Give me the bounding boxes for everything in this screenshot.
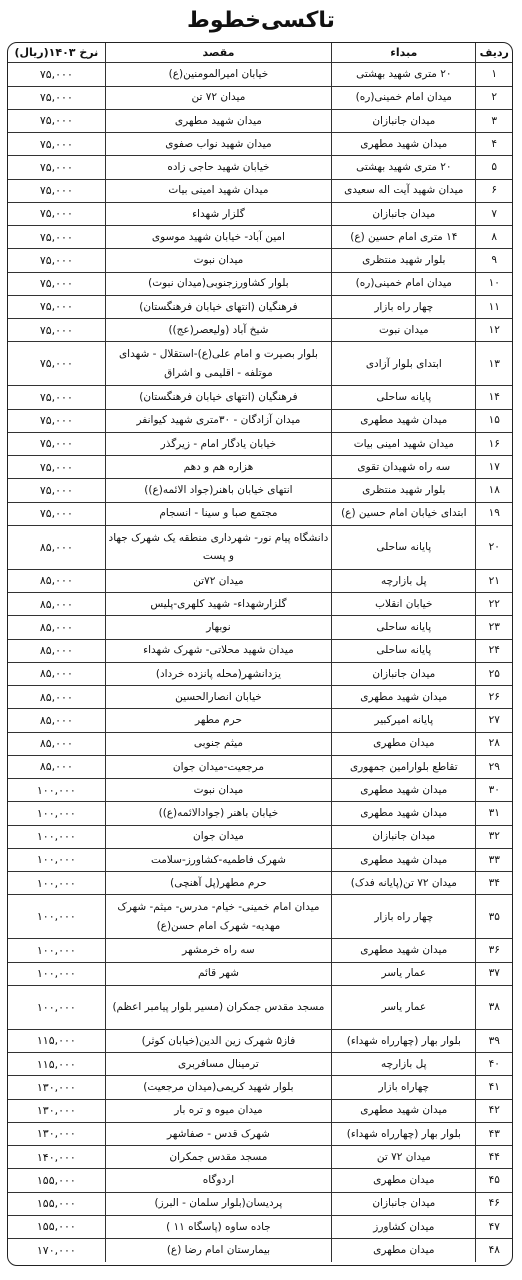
cell-origin: چهار راه بازار bbox=[332, 295, 476, 318]
cell-index: ۲۱ bbox=[476, 569, 512, 592]
table-row bbox=[8, 432, 512, 455]
cell-fare: ۷۵,۰۰۰ bbox=[8, 409, 105, 432]
cell-index: ۱۳ bbox=[476, 342, 512, 386]
cell-destination: مسجد مقدس جمکران (مسیر بلوار پیامبر اعظم) bbox=[105, 985, 331, 1029]
cell-index: ۱ bbox=[476, 63, 512, 86]
cell-origin: میدان ۷۲ تن bbox=[332, 1146, 476, 1169]
table-row bbox=[8, 1053, 512, 1076]
cell-destination: مجتمع صبا و سینا - انسجام bbox=[105, 502, 331, 525]
cell-origin: میدان ۷۲ تن(پایانه فدک) bbox=[332, 872, 476, 895]
cell-destination: میدان نبوت bbox=[105, 779, 331, 802]
table-row bbox=[8, 569, 512, 592]
cell-index: ۴۷ bbox=[476, 1215, 512, 1238]
cell-origin: میدان مطهری bbox=[332, 1169, 476, 1192]
cell-fare: ۱۳۰,۰۰۰ bbox=[8, 1122, 105, 1145]
cell-origin: پل بازارچه bbox=[332, 569, 476, 592]
cell-origin: خیابان انقلاب bbox=[332, 593, 476, 616]
table-row bbox=[8, 479, 512, 502]
header-destination: مقصد bbox=[105, 43, 331, 63]
cell-destination: سه راه خرمشهر bbox=[105, 939, 331, 962]
table-row bbox=[8, 709, 512, 732]
cell-destination: خیابان امیرالمومنین(ع) bbox=[105, 63, 331, 86]
cell-origin: میدان جانبازان bbox=[332, 202, 476, 225]
cell-index: ۲۶ bbox=[476, 686, 512, 709]
table-row bbox=[8, 593, 512, 616]
cell-destination: بلوار کشاورزجنوبی(میدان نبوت) bbox=[105, 272, 331, 295]
cell-fare: ۷۵,۰۰۰ bbox=[8, 63, 105, 86]
cell-fare: ۸۵,۰۰۰ bbox=[8, 639, 105, 662]
cell-fare: ۱۰۰,۰۰۰ bbox=[8, 848, 105, 871]
cell-origin: پایانه ساحلی bbox=[332, 616, 476, 639]
cell-origin: میدان نبوت bbox=[332, 319, 476, 342]
cell-destination: میدان جوان bbox=[105, 825, 331, 848]
cell-fare: ۸۵,۰۰۰ bbox=[8, 755, 105, 778]
cell-fare: ۱۵۵,۰۰۰ bbox=[8, 1192, 105, 1215]
cell-fare: ۷۵,۰۰۰ bbox=[8, 319, 105, 342]
table-row bbox=[8, 686, 512, 709]
table-row bbox=[8, 249, 512, 272]
cell-fare: ۷۵,۰۰۰ bbox=[8, 109, 105, 132]
table-row bbox=[8, 109, 512, 132]
cell-fare: ۱۰۰,۰۰۰ bbox=[8, 825, 105, 848]
cell-index: ۲۸ bbox=[476, 732, 512, 755]
table-row bbox=[8, 319, 512, 342]
cell-index: ۱۰ bbox=[476, 272, 512, 295]
table-row bbox=[8, 272, 512, 295]
cell-origin: پل بازارچه bbox=[332, 1053, 476, 1076]
cell-fare: ۷۵,۰۰۰ bbox=[8, 156, 105, 179]
cell-origin: میدان امام خمینی(ره) bbox=[332, 272, 476, 295]
cell-index: ۱۸ bbox=[476, 479, 512, 502]
cell-origin: میدان شهید آیت اله سعیدی bbox=[332, 179, 476, 202]
table-row bbox=[8, 732, 512, 755]
cell-fare: ۷۵,۰۰۰ bbox=[8, 249, 105, 272]
cell-origin: بلوار شهید منتظری bbox=[332, 479, 476, 502]
table-row bbox=[8, 179, 512, 202]
table-row bbox=[8, 1076, 512, 1099]
cell-fare: ۸۵,۰۰۰ bbox=[8, 616, 105, 639]
cell-origin: میدان شهید مطهری bbox=[332, 939, 476, 962]
cell-index: ۱۲ bbox=[476, 319, 512, 342]
cell-destination: حرم مطهر bbox=[105, 709, 331, 732]
cell-fare: ۷۵,۰۰۰ bbox=[8, 432, 105, 455]
cell-fare: ۷۵,۰۰۰ bbox=[8, 272, 105, 295]
cell-fare: ۷۵,۰۰۰ bbox=[8, 386, 105, 409]
cell-destination: فرهنگیان (انتهای خیابان فرهنگستان) bbox=[105, 386, 331, 409]
table-row bbox=[8, 1146, 512, 1169]
cell-fare: ۸۵,۰۰۰ bbox=[8, 569, 105, 592]
table-row bbox=[8, 409, 512, 432]
cell-fare: ۷۵,۰۰۰ bbox=[8, 456, 105, 479]
cell-index: ۹ bbox=[476, 249, 512, 272]
cell-fare: ۷۵,۰۰۰ bbox=[8, 86, 105, 109]
table-row bbox=[8, 985, 512, 1029]
cell-origin: ۱۴ متری امام حسین (ع) bbox=[332, 226, 476, 249]
cell-fare: ۱۵۵,۰۰۰ bbox=[8, 1215, 105, 1238]
table-row bbox=[8, 895, 512, 939]
cell-destination: شهر قائم bbox=[105, 962, 331, 985]
cell-origin: میدان جانبازان bbox=[332, 1192, 476, 1215]
cell-fare: ۱۱۵,۰۰۰ bbox=[8, 1029, 105, 1052]
cell-destination: هزاره هم و دهم bbox=[105, 456, 331, 479]
table-row bbox=[8, 295, 512, 318]
cell-origin: میدان شهید مطهری bbox=[332, 409, 476, 432]
cell-fare: ۱۱۵,۰۰۰ bbox=[8, 1053, 105, 1076]
cell-destination: میدان شهید مطهری bbox=[105, 109, 331, 132]
cell-fare: ۷۵,۰۰۰ bbox=[8, 295, 105, 318]
cell-destination: پردیسان(بلوار سلمان - البرز) bbox=[105, 1192, 331, 1215]
table-row bbox=[8, 1029, 512, 1052]
table-row bbox=[8, 63, 512, 86]
cell-destination: خیابان یادگار امام - زیرگذر bbox=[105, 432, 331, 455]
cell-destination: یزدانشهر(محله پانزده خرداد) bbox=[105, 662, 331, 685]
cell-fare: ۱۳۰,۰۰۰ bbox=[8, 1076, 105, 1099]
table-row bbox=[8, 456, 512, 479]
cell-index: ۴۴ bbox=[476, 1146, 512, 1169]
cell-index: ۳۸ bbox=[476, 985, 512, 1029]
cell-index: ۷ bbox=[476, 202, 512, 225]
table-row bbox=[8, 779, 512, 802]
table-row bbox=[8, 1192, 512, 1215]
cell-origin: عمار یاسر bbox=[332, 985, 476, 1029]
cell-origin: میدان شهید مطهری bbox=[332, 1099, 476, 1122]
cell-destination: ترمینال مسافربری bbox=[105, 1053, 331, 1076]
table-row bbox=[8, 202, 512, 225]
cell-index: ۱۹ bbox=[476, 502, 512, 525]
cell-origin: ابتدای خیابان امام حسین (ع) bbox=[332, 502, 476, 525]
cell-fare: ۱۵۵,۰۰۰ bbox=[8, 1169, 105, 1192]
cell-destination: خیابان باهنر (جوادالائمه(ع)) bbox=[105, 802, 331, 825]
cell-origin: میدان شهید مطهری bbox=[332, 802, 476, 825]
cell-destination: فرهنگیان (انتهای خیابان فرهنگستان) bbox=[105, 295, 331, 318]
cell-origin: میدان جانبازان bbox=[332, 825, 476, 848]
cell-fare: ۸۵,۰۰۰ bbox=[8, 593, 105, 616]
cell-index: ۲۴ bbox=[476, 639, 512, 662]
header-fare: نرخ ۱۴۰۳(ریال) bbox=[8, 43, 105, 63]
cell-index: ۳۰ bbox=[476, 779, 512, 802]
cell-origin: میدان مطهری bbox=[332, 1239, 476, 1262]
table-row bbox=[8, 1099, 512, 1122]
cell-destination: خیابان انصارالحسین bbox=[105, 686, 331, 709]
table-row bbox=[8, 639, 512, 662]
cell-index: ۳۱ bbox=[476, 802, 512, 825]
cell-fare: ۱۷۰,۰۰۰ bbox=[8, 1239, 105, 1262]
cell-fare: ۱۰۰,۰۰۰ bbox=[8, 962, 105, 985]
cell-index: ۴۰ bbox=[476, 1053, 512, 1076]
cell-origin: پایانه ساحلی bbox=[332, 386, 476, 409]
cell-fare: ۱۰۰,۰۰۰ bbox=[8, 939, 105, 962]
cell-origin: میدان شهید مطهری bbox=[332, 133, 476, 156]
cell-origin: چهار راه بازار bbox=[332, 895, 476, 939]
table-row bbox=[8, 825, 512, 848]
cell-index: ۱۷ bbox=[476, 456, 512, 479]
cell-destination: شهرک فاطمیه-کشاورز-سلامت bbox=[105, 848, 331, 871]
cell-fare: ۱۴۰,۰۰۰ bbox=[8, 1146, 105, 1169]
cell-destination: بلوار بصیرت و امام علی(ع)-استقلال - شهدای موتلفه - اقلیمی و اشراق bbox=[105, 342, 331, 386]
cell-index: ۳۵ bbox=[476, 895, 512, 939]
cell-destination: میدان شهید امینی بیات bbox=[105, 179, 331, 202]
cell-destination: امین آباد- خیابان شهید موسوی bbox=[105, 226, 331, 249]
cell-destination: میثم جنوبی bbox=[105, 732, 331, 755]
table-row bbox=[8, 1239, 512, 1262]
cell-index: ۲۹ bbox=[476, 755, 512, 778]
cell-index: ۳۳ bbox=[476, 848, 512, 871]
cell-fare: ۸۵,۰۰۰ bbox=[8, 732, 105, 755]
table-row bbox=[8, 1215, 512, 1238]
cell-origin: میدان جانبازان bbox=[332, 109, 476, 132]
table-row bbox=[8, 386, 512, 409]
table-row bbox=[8, 525, 512, 569]
cell-origin: پایانه ساحلی bbox=[332, 639, 476, 662]
cell-destination: فاز۵ شهرک زین الدین(خیابان کوثر) bbox=[105, 1029, 331, 1052]
cell-index: ۲۰ bbox=[476, 525, 512, 569]
table-row bbox=[8, 1122, 512, 1145]
cell-fare: ۸۵,۰۰۰ bbox=[8, 662, 105, 685]
cell-fare: ۷۵,۰۰۰ bbox=[8, 202, 105, 225]
cell-index: ۴۵ bbox=[476, 1169, 512, 1192]
cell-origin: پایانه امیرکبیر bbox=[332, 709, 476, 732]
cell-fare: ۷۵,۰۰۰ bbox=[8, 226, 105, 249]
cell-origin: ۲۰ متری شهید بهشتی bbox=[332, 156, 476, 179]
table-row bbox=[8, 342, 512, 386]
cell-index: ۴۸ bbox=[476, 1239, 512, 1262]
cell-destination: شیخ آباد (ولیعصر(عج)) bbox=[105, 319, 331, 342]
header-index: ردیف bbox=[476, 43, 512, 63]
cell-index: ۴۶ bbox=[476, 1192, 512, 1215]
cell-index: ۳۶ bbox=[476, 939, 512, 962]
cell-index: ۳۷ bbox=[476, 962, 512, 985]
cell-index: ۲۲ bbox=[476, 593, 512, 616]
header-origin: مبداء bbox=[332, 43, 476, 63]
cell-destination: میدان ۷۲ تن bbox=[105, 86, 331, 109]
cell-index: ۸ bbox=[476, 226, 512, 249]
cell-origin: بلوار شهید منتظری bbox=[332, 249, 476, 272]
cell-destination: مرجعیت-میدان جوان bbox=[105, 755, 331, 778]
cell-origin: ۲۰ متری شهید بهشتی bbox=[332, 63, 476, 86]
cell-index: ۶ bbox=[476, 179, 512, 202]
table-row bbox=[8, 755, 512, 778]
table-row bbox=[8, 86, 512, 109]
cell-fare: ۸۵,۰۰۰ bbox=[8, 686, 105, 709]
cell-origin: میدان شهید امینی بیات bbox=[332, 432, 476, 455]
cell-destination: بلوار شهید کریمی(میدان مرجعیت) bbox=[105, 1076, 331, 1099]
cell-fare: ۸۵,۰۰۰ bbox=[8, 525, 105, 569]
cell-origin: میدان جانبازان bbox=[332, 662, 476, 685]
table-row bbox=[8, 848, 512, 871]
cell-index: ۲۷ bbox=[476, 709, 512, 732]
table-row bbox=[8, 962, 512, 985]
cell-destination: دانشگاه پیام نور- شهرداری منطقه یک شهرک جهاد و پست bbox=[105, 525, 331, 569]
table-row bbox=[8, 939, 512, 962]
header-row bbox=[8, 43, 512, 63]
cell-destination: شهرک قدس - صفاشهر bbox=[105, 1122, 331, 1145]
cell-index: ۱۶ bbox=[476, 432, 512, 455]
table-row bbox=[8, 502, 512, 525]
cell-index: ۴۳ bbox=[476, 1122, 512, 1145]
cell-fare: ۱۰۰,۰۰۰ bbox=[8, 985, 105, 1029]
table-row bbox=[8, 802, 512, 825]
cell-fare: ۷۵,۰۰۰ bbox=[8, 502, 105, 525]
cell-fare: ۷۵,۰۰۰ bbox=[8, 342, 105, 386]
table-row bbox=[8, 1169, 512, 1192]
cell-fare: ۱۰۰,۰۰۰ bbox=[8, 802, 105, 825]
cell-destination: میدان امام خمینی- خیام- مدرس- میثم- شهرک مهدیه- شهرک امام حسن(ع) bbox=[105, 895, 331, 939]
cell-destination: میدان شهید نواب صفوی bbox=[105, 133, 331, 156]
table-row bbox=[8, 156, 512, 179]
cell-index: ۳۴ bbox=[476, 872, 512, 895]
cell-origin: میدان امام خمینی(ره) bbox=[332, 86, 476, 109]
cell-destination: نوبهار bbox=[105, 616, 331, 639]
table-row bbox=[8, 133, 512, 156]
cell-destination: میدان ۷۲تن bbox=[105, 569, 331, 592]
cell-destination: میدان نبوت bbox=[105, 249, 331, 272]
cell-origin: بلوار بهار (چهارراه شهداء) bbox=[332, 1122, 476, 1145]
cell-index: ۳ bbox=[476, 109, 512, 132]
cell-index: ۲۳ bbox=[476, 616, 512, 639]
cell-index: ۵ bbox=[476, 156, 512, 179]
cell-origin: پایانه ساحلی bbox=[332, 525, 476, 569]
cell-fare: ۱۳۰,۰۰۰ bbox=[8, 1099, 105, 1122]
cell-origin: عمار یاسر bbox=[332, 962, 476, 985]
cell-origin: چهاراه بازار bbox=[332, 1076, 476, 1099]
table-row bbox=[8, 226, 512, 249]
cell-destination: گلزارشهداء- شهید کلهری-پلیس bbox=[105, 593, 331, 616]
cell-destination: بیمارستان امام رضا (ع) bbox=[105, 1239, 331, 1262]
cell-index: ۳۲ bbox=[476, 825, 512, 848]
cell-fare: ۱۰۰,۰۰۰ bbox=[8, 779, 105, 802]
cell-index: ۳۹ bbox=[476, 1029, 512, 1052]
cell-destination: جاده ساوه (پاسگاه ۱۱ ) bbox=[105, 1215, 331, 1238]
cell-origin: تقاطع بلوارامین جمهوری bbox=[332, 755, 476, 778]
cell-fare: ۸۵,۰۰۰ bbox=[8, 709, 105, 732]
cell-index: ۱۱ bbox=[476, 295, 512, 318]
cell-index: ۴۲ bbox=[476, 1099, 512, 1122]
cell-destination: خیابان شهید حاجی زاده bbox=[105, 156, 331, 179]
cell-origin: سه راه شهیدان تقوی bbox=[332, 456, 476, 479]
fare-table-frame bbox=[7, 42, 513, 1266]
table-row bbox=[8, 872, 512, 895]
cell-destination: انتهای خیابان باهنر(جواد الائمه(ع)) bbox=[105, 479, 331, 502]
cell-destination: مسجد مقدس جمکران bbox=[105, 1146, 331, 1169]
cell-origin: میدان کشاورز bbox=[332, 1215, 476, 1238]
cell-destination: میدان شهید محلاتی- شهرک شهداء bbox=[105, 639, 331, 662]
cell-index: ۲۵ bbox=[476, 662, 512, 685]
cell-fare: ۷۵,۰۰۰ bbox=[8, 179, 105, 202]
table-row bbox=[8, 616, 512, 639]
cell-origin: میدان شهید مطهری bbox=[332, 848, 476, 871]
cell-fare: ۱۰۰,۰۰۰ bbox=[8, 872, 105, 895]
cell-origin: بلوار بهار (چهارراه شهداء) bbox=[332, 1029, 476, 1052]
cell-origin: میدان شهید مطهری bbox=[332, 686, 476, 709]
cell-fare: ۷۵,۰۰۰ bbox=[8, 133, 105, 156]
cell-destination: گلزار شهداء bbox=[105, 202, 331, 225]
cell-fare: ۱۰۰,۰۰۰ bbox=[8, 895, 105, 939]
cell-index: ۱۴ bbox=[476, 386, 512, 409]
cell-fare: ۷۵,۰۰۰ bbox=[8, 479, 105, 502]
cell-index: ۲ bbox=[476, 86, 512, 109]
cell-origin: میدان مطهری bbox=[332, 732, 476, 755]
cell-index: ۱۵ bbox=[476, 409, 512, 432]
fare-table bbox=[8, 43, 512, 1262]
cell-index: ۴۱ bbox=[476, 1076, 512, 1099]
cell-destination: میدان آزادگان - ۳۰متری شهید کیوانفر bbox=[105, 409, 331, 432]
cell-destination: اردوگاه bbox=[105, 1169, 331, 1192]
cell-origin: ابتدای بلوار آزادی bbox=[332, 342, 476, 386]
page-title: تاکسی‌خطوط bbox=[187, 8, 335, 33]
table-row bbox=[8, 662, 512, 685]
cell-origin: میدان شهید مطهری bbox=[332, 779, 476, 802]
cell-destination: حرم مطهر(پل آهنچی) bbox=[105, 872, 331, 895]
cell-index: ۴ bbox=[476, 133, 512, 156]
cell-destination: میدان میوه و تره بار bbox=[105, 1099, 331, 1122]
